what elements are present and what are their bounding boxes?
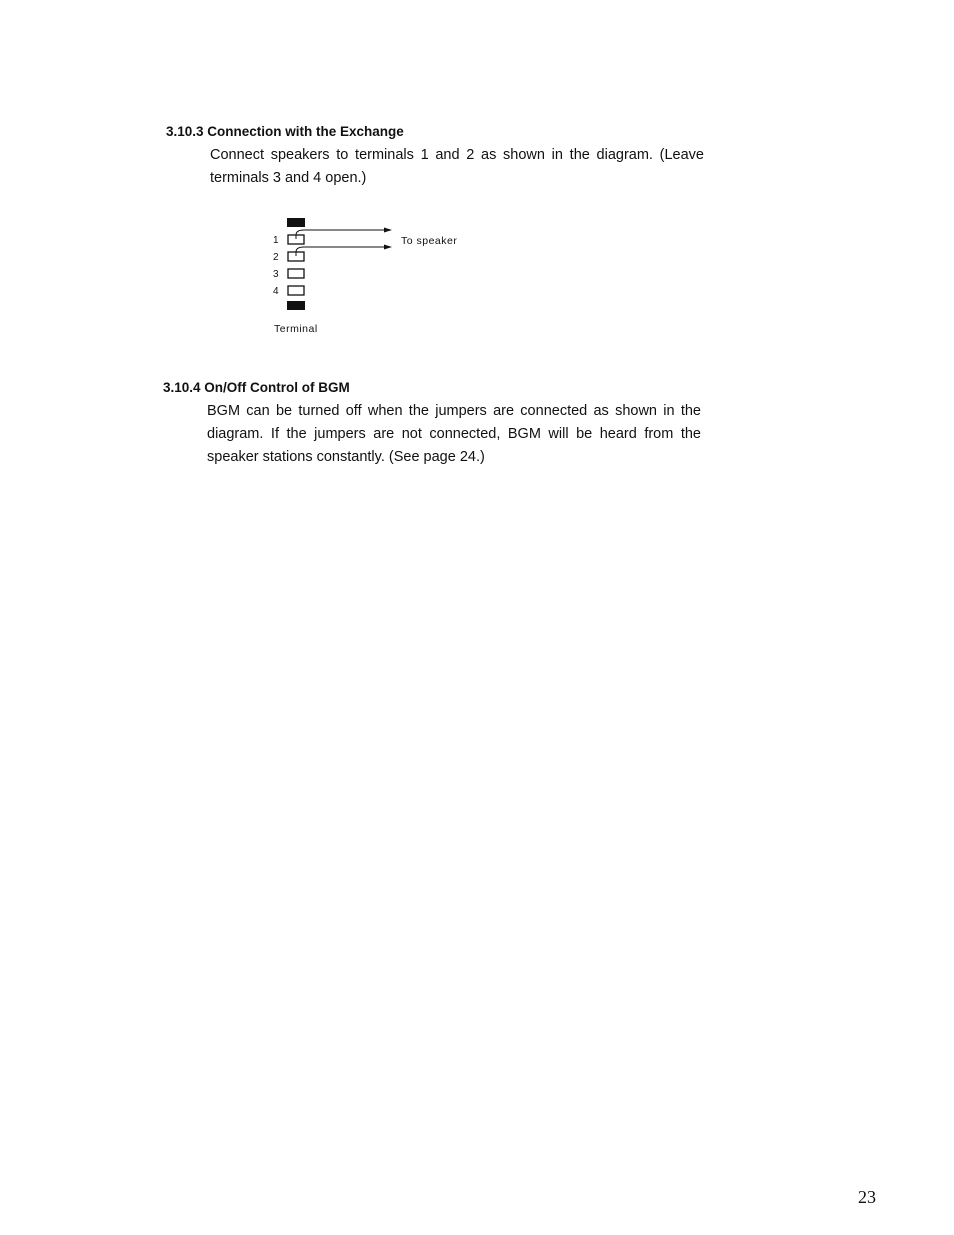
terminal-label: Terminal: [274, 323, 318, 335]
terminal-number-4: 4: [273, 286, 279, 297]
arrowhead-terminal-1: [384, 228, 392, 233]
terminal-end-block-top: [287, 218, 305, 227]
section-body-bgm-control: BGM can be turned off when the jumpers are connected as shown in the diagram. If the jumpers are not connected, BGM will be heard from the speaker stations constantly. (See page 24.): [207, 403, 701, 465]
wire-terminal-1: [296, 230, 384, 239]
terminal-number-3: 3: [273, 269, 279, 280]
section-heading-connection-exchange: 3.10.3 Connection with the Exchange: [166, 124, 404, 139]
section-heading-bgm-control: 3.10.4 On/Off Control of BGM: [163, 380, 350, 395]
terminal-number-2: 2: [273, 252, 279, 263]
arrowhead-terminal-2: [384, 245, 392, 250]
arrow-label-to-speaker: To speaker: [401, 235, 458, 247]
terminal-end-block-bottom: [287, 301, 305, 310]
page-number: 23: [858, 1187, 876, 1207]
wire-terminal-2: [296, 247, 384, 256]
terminal-wiring-diagram: [260, 212, 480, 342]
terminal-3-box: [288, 269, 304, 278]
section-body-connection-exchange: Connect speakers to terminals 1 and 2 as shown in the diagram. (Leave terminals 3 and 4 open.): [210, 147, 704, 186]
terminal-4-box: [288, 286, 304, 295]
terminal-number-1: 1: [273, 235, 279, 246]
